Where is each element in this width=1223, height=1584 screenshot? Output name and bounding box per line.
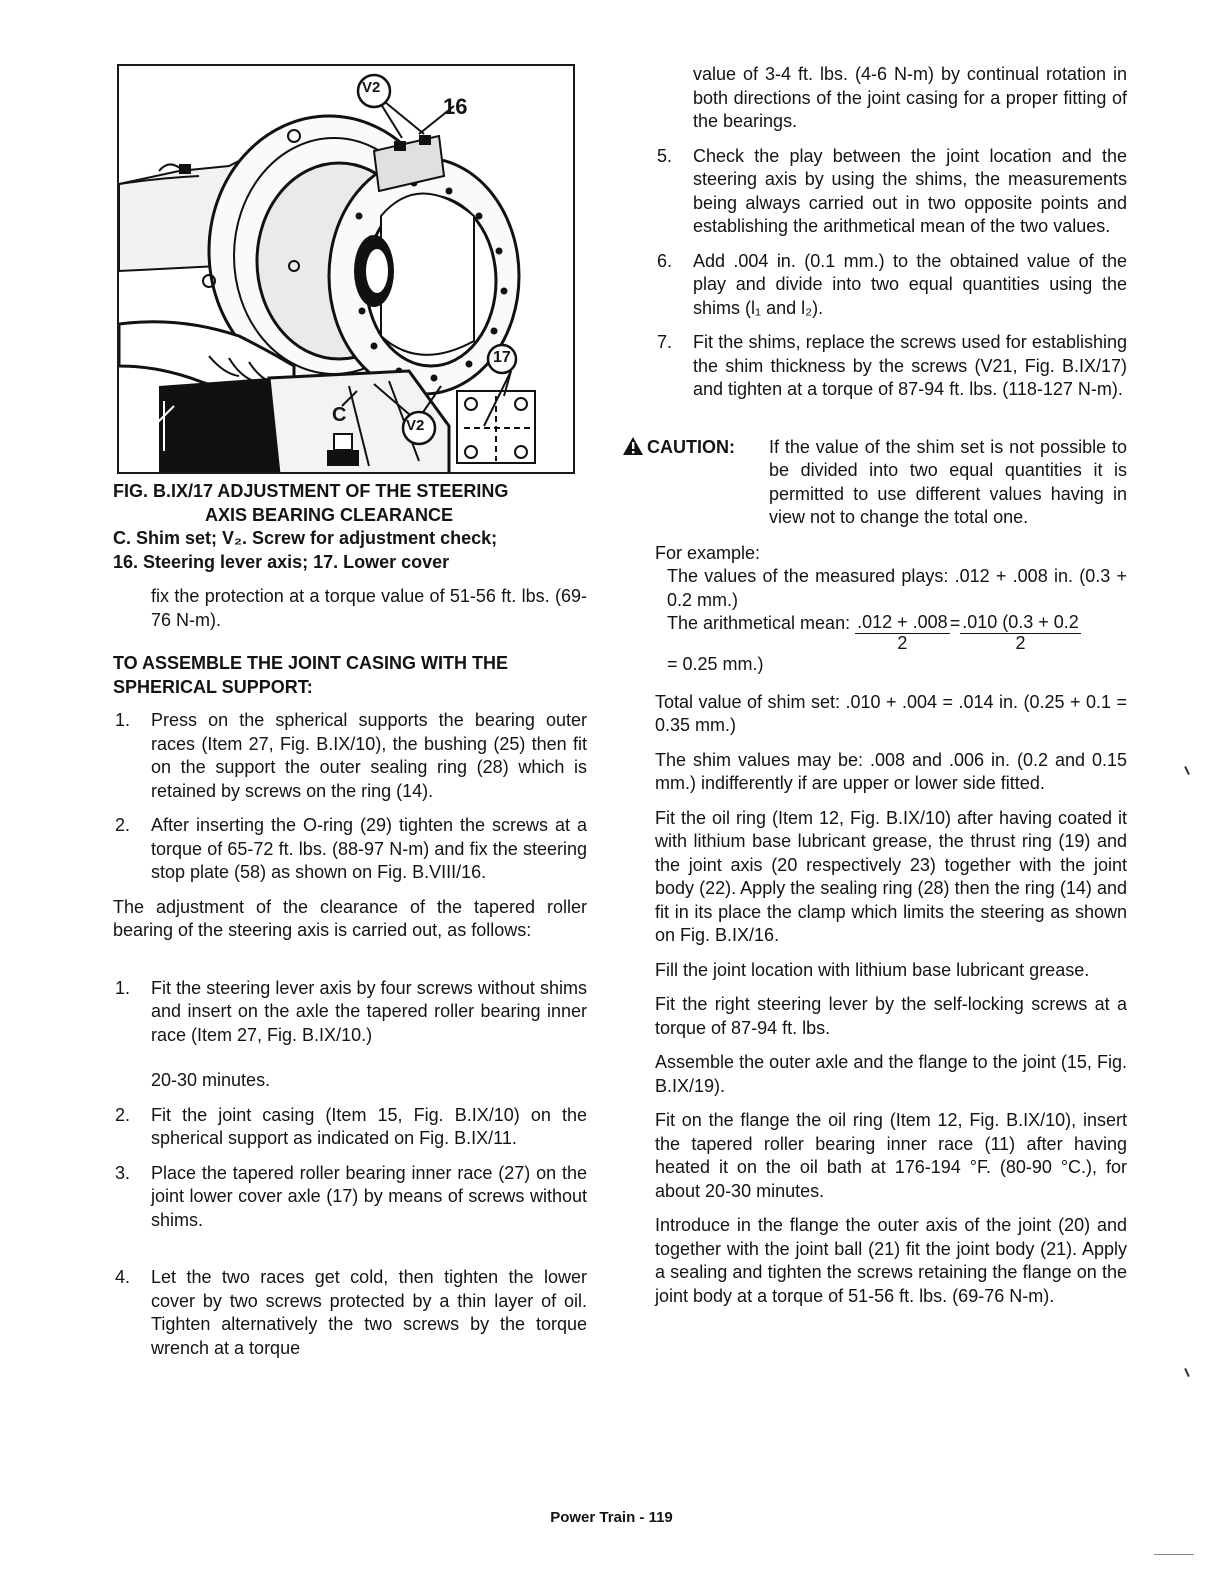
figure-caption-body <box>113 527 587 574</box>
list-text: After inserting the O-ring (29) tighten the screws at a torque of 65-72 ft. lbs. (88-97 N-m) and fix the steering stop plate (58) as shown on Fig. B.VIII/16. <box>151 815 587 882</box>
list-item <box>113 1104 587 1151</box>
example-line: The values of the measured plays: .012 + .008 in. (0.3 + 0.2 mm.) <box>667 566 1127 610</box>
introduce-paragraph: Introduce in the flange the outer axis of the joint (20) and together with the joint ball (21) fit the joint body (21). Apply a sealing and tighten the screws retaining the flange on the joint body at a torque of 51-56 ft. lbs. (69-76 N-m). <box>655 1215 1127 1306</box>
mean-result: = 0.25 mm.) <box>667 654 764 674</box>
callout-v2-top: V2 <box>362 79 381 96</box>
list-item <box>113 1162 587 1233</box>
caption-line2: 16. Steering lever axis; 17. Lower cover <box>113 551 450 572</box>
callout-17: 17 <box>493 349 511 366</box>
list-number: 6. <box>657 250 673 271</box>
flange-paragraph: Fit on the flange the oil ring (Item 12, Fig. B.IX/10), insert the tapered roller bearing inner race (11) after having heated it on the oil bath at 176-194 °F. (80-90 °C.), for about 20-30 minutes. <box>655 1110 1127 1201</box>
list-item <box>655 331 1127 402</box>
callout-v2-bottom: V2 <box>406 417 425 434</box>
list-text: Add .004 in. (0.1 mm.) to the obtained value of the play and divide into two equal quantities using the shims (l₁ and l₂). <box>693 250 1127 318</box>
list-number: 2. <box>115 815 131 835</box>
shim-values-paragraph: The shim values may be: .008 and .006 in. (0.2 and 0.15 mm.) indifferently if are upper or lower side fitted. <box>655 749 1127 793</box>
figure-steering-axis-bearing <box>117 64 575 474</box>
list-number: 1. <box>115 977 131 998</box>
warning-icon <box>622 436 644 456</box>
oil-ring-paragraph: Fit the oil ring (Item 12, Fig. B.IX/10) after having coated it with lithium base lubricant grease, the thrust ring (19) and the joint axis (20 respectively 23) together with the joint body (22). Apply the sealing ring (28) then the ring (14) and fit in its place the clamp which limits the steering as shown on Fig. B.IX/16. <box>655 807 1127 945</box>
list-text: Press on the spherical supports the bearing outer races (Item 27, Fig. B.IX/10), the bushing (25) then fit on the support the outer sealing ring (28) which is retained by screws on the ring (14). <box>151 710 587 801</box>
list-text: Check the play between the joint location and the steering axis by using the shims, the measurements being always carried out in two opposite points and establishing the arithmetical mean of the two values. <box>693 145 1127 236</box>
list-number: 4. <box>115 1267 131 1287</box>
list-text: Fit the joint casing (Item 15, Fig. B.IX/10) on the spherical support as indicated on Fig. B.IX/11. <box>151 1104 587 1148</box>
example-label: For example: <box>655 542 761 563</box>
list-text: Fit the shims, replace the screws used for establishing the shim thickness by the screws (V21, Fig. B.IX/17) and tighten at a torque of 87-94 ft. lbs. (118-127 N-m). <box>693 332 1127 399</box>
caution-heading <box>622 436 735 460</box>
caution-block <box>647 436 1127 530</box>
fraction-1 <box>855 612 950 653</box>
right-column <box>647 63 1127 1308</box>
stray-text: 20-30 minutes. <box>151 1070 271 1090</box>
caption-line1: C. Shim set; V₂. Screw for adjustment check; <box>113 528 498 548</box>
callout-16: 16 <box>443 94 468 119</box>
list-number: 7. <box>657 332 673 352</box>
list-number: 1. <box>115 710 131 730</box>
continued-paragraph: value of 3-4 ft. lbs. (4-6 N-m) by continual rotation in both directions of the joint casing for a proper fitting of the bearings. <box>693 64 1127 131</box>
assembly-list <box>113 709 587 885</box>
continued-paragraph: fix the protection at a torque value of 51-56 ft. lbs. (69-76 N-m). <box>151 586 587 630</box>
list-item <box>655 145 1127 239</box>
caution-text: If the value of the shim set is not possible to be divided into two equal quantities it is permitted to use different values having in view not to change the total one. <box>769 436 1127 527</box>
list-text: Fit the steering lever axis by four screws without shims and insert on the axle the tapered roller bearing inner race (Item 27, Fig. B.IX/10.) <box>151 977 587 1045</box>
adjustment-paragraph: The adjustment of the clearance of the tapered roller bearing of the steering axis is carried out, as follows: <box>113 896 587 940</box>
list-item <box>655 250 1127 321</box>
list-item <box>113 709 587 803</box>
list-text: Place the tapered roller bearing inner race (27) on the joint lower cover axle (17) by means of screws without shims. <box>151 1162 587 1230</box>
scan-speck <box>1184 1368 1190 1377</box>
adjustment-list <box>113 977 587 1361</box>
steps-list <box>655 145 1127 402</box>
mean-label: The arithmetical mean: <box>667 613 851 633</box>
assemble-paragraph: Assemble the outer axle and the flange to the joint (15, Fig. B.IX/19). <box>655 1052 1127 1096</box>
total-paragraph: Total value of shim set: .010 + .004 = .014 in. (0.25 + 0.1 = 0.35 mm.) <box>655 691 1127 735</box>
mean-formula <box>655 612 1127 653</box>
fraction-1-numerator: .012 + .008 <box>857 612 948 632</box>
caption-title-line1: FIG. B.IX/17 ADJUSTMENT OF THE STEERING <box>113 481 509 501</box>
section-heading: TO ASSEMBLE THE JOINT CASING WITH THE SPHERICAL SUPPORT: <box>113 653 509 697</box>
fraction-2-denominator: 2 <box>1015 633 1026 653</box>
page-footer: Power Train - 119 <box>550 1509 673 1526</box>
left-column <box>113 480 587 1360</box>
mechanical-drawing <box>119 66 575 474</box>
caution-label: CAUTION: <box>647 436 735 457</box>
callout-c: C <box>332 404 347 426</box>
fraction-2 <box>960 612 1081 653</box>
list-text: Let the two races get cold, then tighten the lower cover by two screws protected by a thin layer of oil. Tighten alternatively the two screws by the torque wrench at a torque <box>151 1267 587 1358</box>
mean-equals: = <box>949 613 961 633</box>
scan-speck <box>1184 766 1190 775</box>
fraction-2-numerator: .010 (0.3 + 0.2 <box>962 612 1079 632</box>
caption-title-line2: AXIS BEARING CLEARANCE <box>205 504 454 525</box>
list-number: 5. <box>657 145 673 166</box>
scan-line <box>1154 1554 1194 1555</box>
list-number: 3. <box>115 1162 131 1183</box>
list-number: 2. <box>115 1104 131 1125</box>
list-item <box>113 977 587 1048</box>
fill-paragraph: Fill the joint location with lithium base lubricant grease. <box>655 959 1090 980</box>
lever-paragraph: Fit the right steering lever by the self-locking screws at a torque of 87-94 ft. lbs. <box>655 994 1127 1038</box>
list-item <box>113 814 587 885</box>
list-item <box>113 1266 587 1360</box>
fraction-1-denominator: 2 <box>897 633 908 653</box>
figure-caption-title <box>113 480 587 527</box>
